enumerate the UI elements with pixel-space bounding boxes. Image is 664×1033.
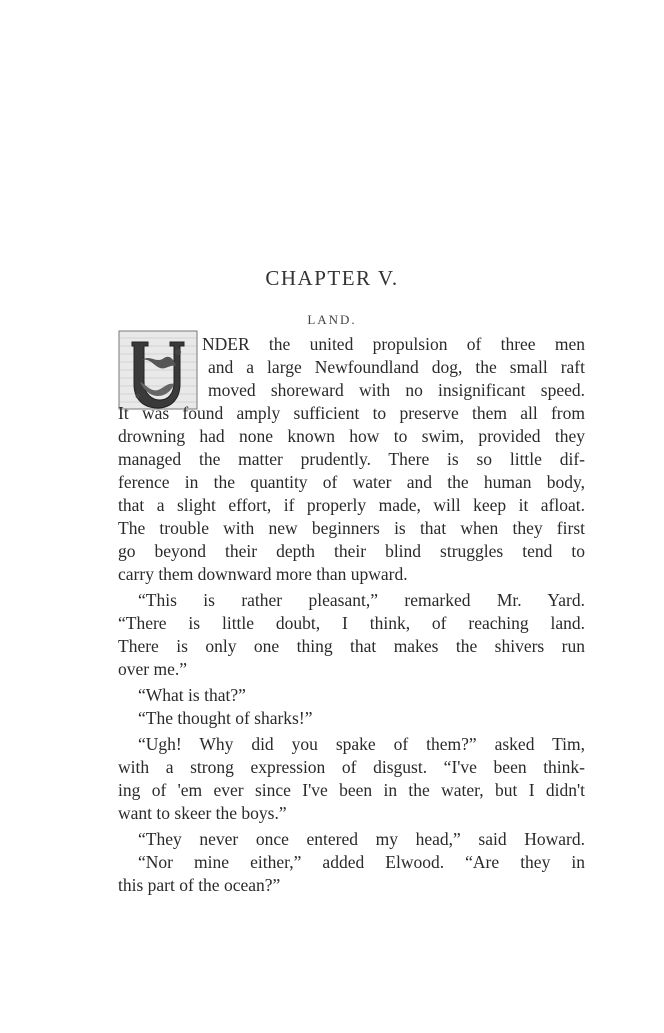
- text-line: with a strong expression of disgust. “I've been think-: [118, 757, 585, 777]
- dropcap-ornament: [118, 330, 198, 410]
- text-line: this part of the ocean?”: [118, 875, 281, 895]
- chapter-subtitle: LAND.: [307, 312, 357, 327]
- text-line: It was found amply sufficient to preserve them all from: [118, 403, 585, 423]
- text-line: “They never once entered my head,” said Howard.: [138, 829, 585, 849]
- text-line: The trouble with new beginners is that when they first: [118, 518, 585, 538]
- text-line: “Nor mine either,” added Elwood. “Are they in: [138, 852, 585, 872]
- text-line: ference in the quantity of water and the human body,: [118, 472, 585, 492]
- text-line: “Ugh! Why did you spake of them?” asked Tim,: [138, 734, 585, 754]
- text-line: “The thought of sharks!”: [138, 708, 313, 728]
- text-line: “There is little doubt, I think, of reaching land.: [118, 613, 585, 633]
- dropcap-ornament-icon: [118, 330, 198, 410]
- chapter-title: CHAPTER V.: [265, 266, 399, 290]
- text-line: “This is rather pleasant,” remarked Mr. Yard.: [138, 590, 585, 610]
- text-line: over me.”: [118, 659, 187, 679]
- text-line: drowning had none known how to swim, provided they: [118, 426, 585, 446]
- text-line: ing of 'em ever since I've been in the water, but I didn't: [118, 780, 585, 800]
- text-line: go beyond their depth their blind struggles tend to: [118, 541, 585, 561]
- text-line: carry them downward more than upward.: [118, 564, 408, 584]
- text-line: want to skeer the boys.”: [118, 803, 287, 823]
- text-line: moved shoreward with no insignificant speed.: [208, 380, 585, 400]
- text-line: and a large Newfoundland dog, the small raft: [208, 357, 585, 377]
- text-line: managed the matter prudently. There is so little dif-: [118, 449, 585, 469]
- text-line: that a slight effort, if properly made, will keep it afloat.: [118, 495, 585, 515]
- text-line: There is only one thing that makes the shivers run: [118, 636, 585, 656]
- text-line: NDER the united propulsion of three men: [202, 334, 585, 354]
- text-line: “What is that?”: [138, 685, 246, 705]
